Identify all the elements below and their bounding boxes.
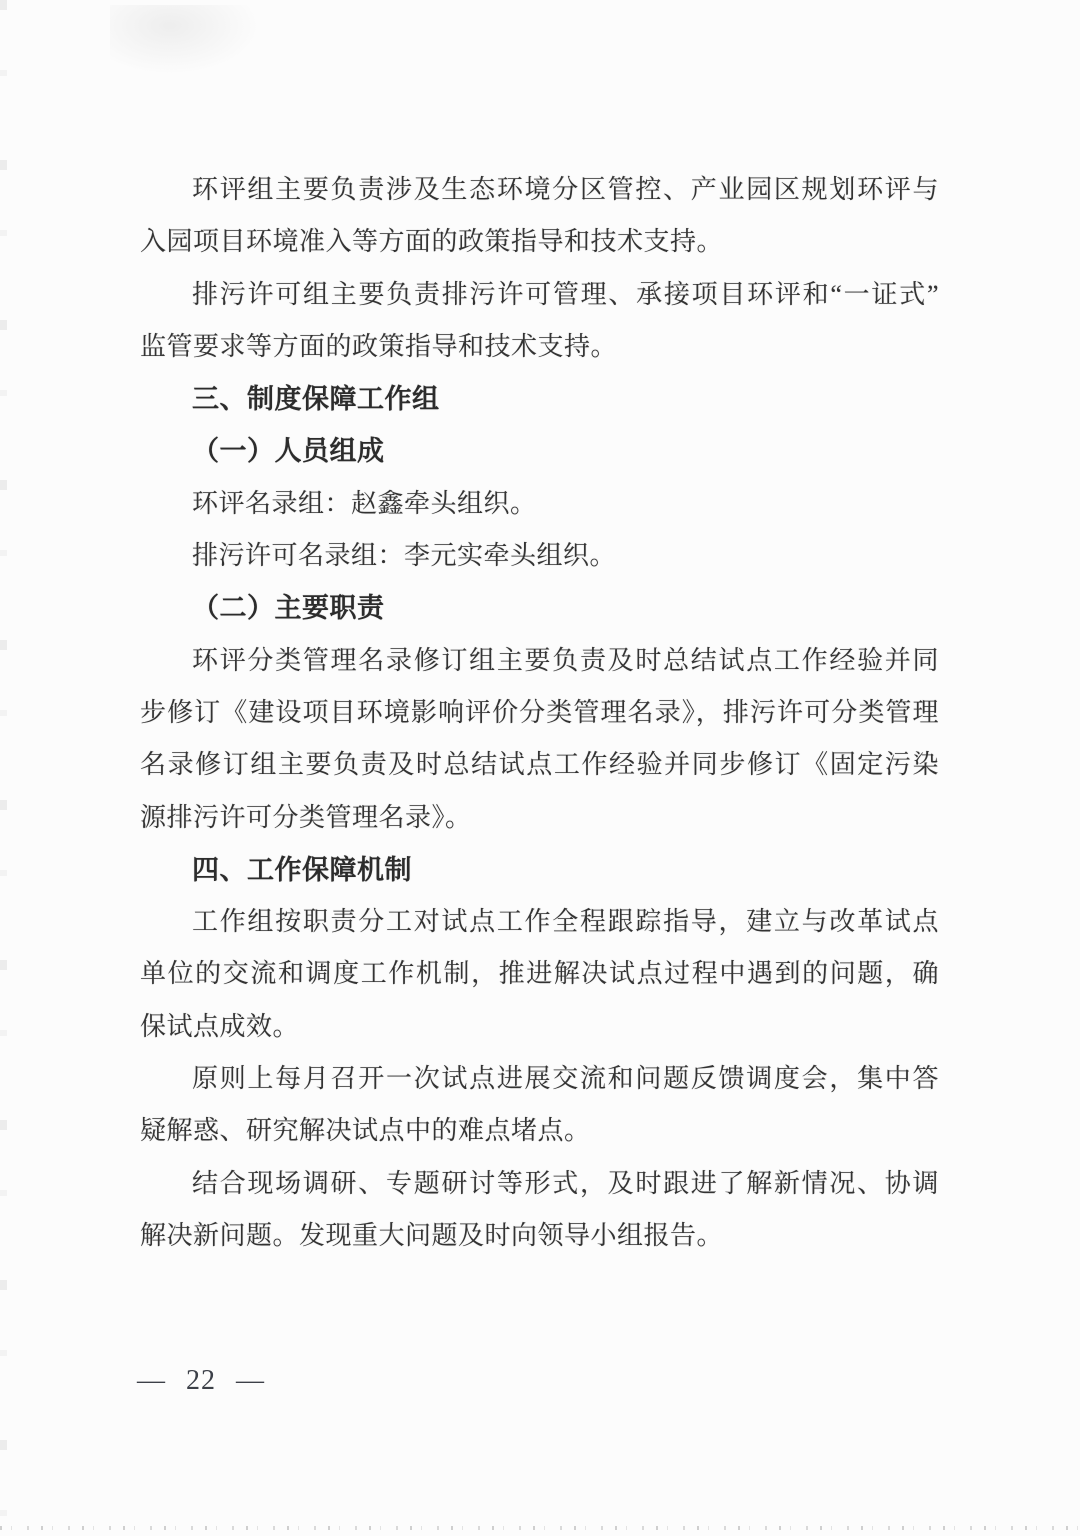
page-number: 22 bbox=[186, 1365, 216, 1396]
page-footer bbox=[137, 1363, 265, 1399]
paragraph-line: 原则上每月召开一次试点进展交流和问题反馈调度会，集中答 bbox=[192, 1064, 939, 1094]
paragraph-line: 单位的交流和调度工作机制，推进解决试点过程中遇到的问题，确 bbox=[140, 959, 939, 989]
paragraph-line: 排污许可名录组：李元实牵头组织。 bbox=[192, 541, 617, 571]
paragraph-line: 保试点成效。 bbox=[140, 1011, 300, 1041]
paragraph-line: 环评组主要负责涉及生态环境分区管控、产业园区规划环评与 bbox=[192, 175, 939, 204]
footer-dash-right: — bbox=[236, 1365, 265, 1396]
paragraph-line: 解决新问题。发现重大问题及时向领导小组报告。 bbox=[140, 1220, 724, 1250]
paragraph-line: 监管要求等方面的政策指导和技术支持。 bbox=[140, 331, 618, 361]
paragraph-line: 名录修订组主要负责及时总结试点工作经验并同步修订《固定污染 bbox=[140, 750, 939, 780]
paragraph-line: 排污许可组主要负责排污许可管理、承接项目环评和“一证式” bbox=[192, 279, 939, 309]
paragraph-line: 环评分类管理名录修订组主要负责及时总结试点工作经验并同 bbox=[192, 645, 939, 675]
document-body bbox=[140, 164, 939, 1262]
heading-personnel: （一）人员组成 bbox=[192, 436, 385, 467]
heading-responsibilities: （二）主要职责 bbox=[192, 593, 385, 624]
heading-section-4: 四、工作保障机制 bbox=[192, 854, 412, 885]
footer-dash-left: — bbox=[137, 1365, 166, 1396]
paragraph-line: 入园项目环境准入等方面的政策指导和技术支持。 bbox=[140, 227, 724, 257]
paragraph-line: 疑解惑、研究解决试点中的难点堵点。 bbox=[140, 1116, 591, 1146]
scan-smudge bbox=[110, 5, 260, 75]
paragraph-line: 结合现场调研、专题研讨等形式，及时跟进了解新情况、协调 bbox=[192, 1168, 939, 1198]
paragraph-line: 源排污许可分类管理名录》。 bbox=[140, 802, 472, 832]
paragraph-line: 工作组按职责分工对试点工作全程跟踪指导，建立与改革试点 bbox=[192, 907, 939, 937]
scan-edge-noise bbox=[0, 0, 7, 1536]
paragraph-line: 步修订《建设项目环境影响评价分类管理名录》，排污许可分类管理 bbox=[140, 697, 939, 727]
heading-section-3: 三、制度保障工作组 bbox=[192, 384, 440, 415]
paragraph-line: 环评名录组：赵鑫牵头组织。 bbox=[192, 488, 537, 518]
scan-speckle-line bbox=[0, 1526, 1080, 1530]
